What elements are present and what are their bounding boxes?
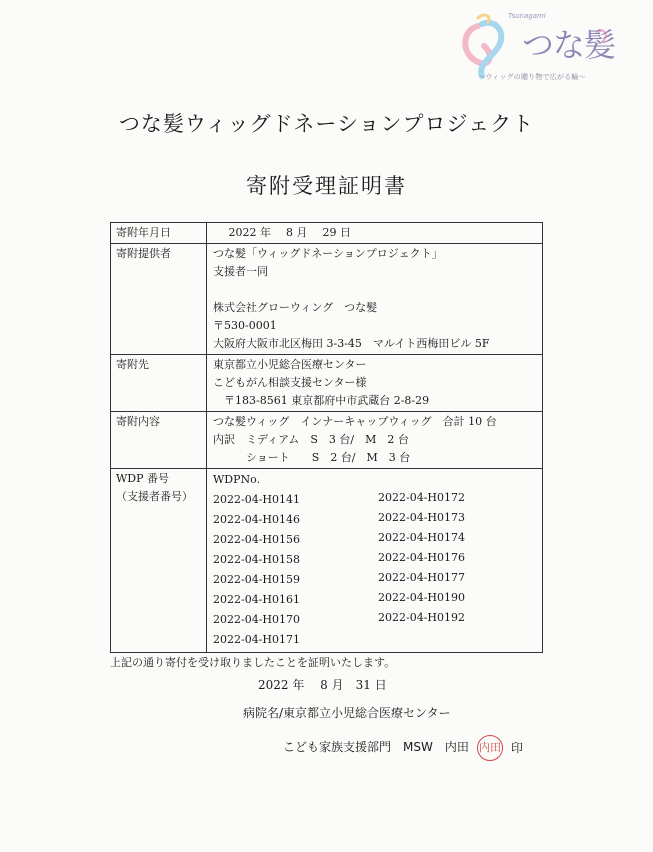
certification-statement: 上記の通り寄付を受け取りましたことを証明いたします。 [110,656,396,669]
wdp-label-cell [111,469,207,653]
donation-date [207,223,543,244]
date-label: 寄附年月日 [111,223,207,244]
wdp-number: 2022-04-H0156 [213,533,301,546]
table-row-date [111,223,543,244]
issue-date: 2022 年 8 月 31 日 [258,678,387,692]
wdp-number: 2022-04-H0173 [378,511,466,524]
content-label: 寄附内容 [111,412,207,469]
wdp-number: 2022-04-H0159 [213,573,301,586]
wdp-number: 2022-04-H0177 [378,571,466,584]
wdp-number: 2022-04-H0172 [378,491,466,504]
wdp-column-2 [378,470,538,650]
wdp-column-1 [213,470,378,650]
content-value [207,412,543,469]
wdp-number: 2022-04-H0192 [378,611,466,624]
wdp-label-sub: （支援者番号） [116,490,193,503]
seal-mark: 印 [511,741,524,755]
table-row-recipient [111,355,543,412]
logo-wordmark: つな髪 [522,26,616,64]
provider-line: 支援者一同 [213,265,268,278]
wdp-number: 2022-04-H0170 [213,613,301,626]
provider-value [207,244,543,355]
wdp-number: 2022-04-H0146 [213,513,301,526]
provider-label: 寄附提供者 [111,244,207,355]
wdp-header: WDPNo. [213,473,261,486]
content-line: 内訳 ミディアム S 3 台/ M 2 台 [213,433,409,446]
table-row-provider [111,244,543,355]
department-signature: こども家族支援部門 MSW 内田 [283,740,469,754]
tsunagami-logo [448,6,616,92]
wdp-value [207,469,543,653]
recipient-line: 〒183-8561 東京都府中市武蔵台 2-8-29 [213,394,430,407]
provider-line: 大阪府大阪市北区梅田 3-3-45 マルイト西梅田ビル 5F [213,337,490,350]
content-line: ショート S 2 台/ M 3 台 [213,451,411,464]
wdp-number: 2022-04-H0176 [378,551,466,564]
wdp-number: 2022-04-H0190 [378,591,466,604]
recipient-value [207,355,543,412]
recipient-line: 東京都立小児総合医療センター [213,358,367,371]
wdp-label: WDP 番号 [116,472,170,485]
wdp-number: 2022-04-H0171 [213,633,301,646]
provider-line: つな髪「ウィッグドネーションプロジェクト」 [213,247,443,260]
hanko-stamp: 内田 [477,735,503,761]
table-row-wdp [111,469,543,653]
logo-tagline: 〜ウィッグの贈り物で広がる輪〜 [478,73,586,81]
content-line: つな髪ウィッグ インナーキャップウィッグ 合計 10 台 [213,415,497,428]
document-title: 寄附受理証明書 [246,174,407,198]
project-title: つな髪ウィッグドネーションプロジェクト [118,112,535,136]
recipient-line: こどもがん相談支援センター様 [213,376,367,389]
recipient-label: 寄附先 [111,355,207,412]
provider-line: 株式会社グローウィング つな髪 [213,301,378,314]
wdp-number: 2022-04-H0141 [213,493,301,506]
date-day: 29 日 [322,226,351,239]
logo-romaji: Tsunagami [508,12,546,20]
wdp-number: 2022-04-H0158 [213,553,301,566]
certificate-table [110,222,543,653]
date-month: 8 月 [286,226,308,239]
date-year: 2022 年 [228,226,271,239]
wdp-number: 2022-04-H0161 [213,593,301,606]
wdp-number: 2022-04-H0174 [378,531,466,544]
hospital-name-handwritten: 病院名/東京都立小児総合医療センター [243,706,451,720]
table-row-content [111,412,543,469]
provider-line: 〒530-0001 [213,319,277,332]
